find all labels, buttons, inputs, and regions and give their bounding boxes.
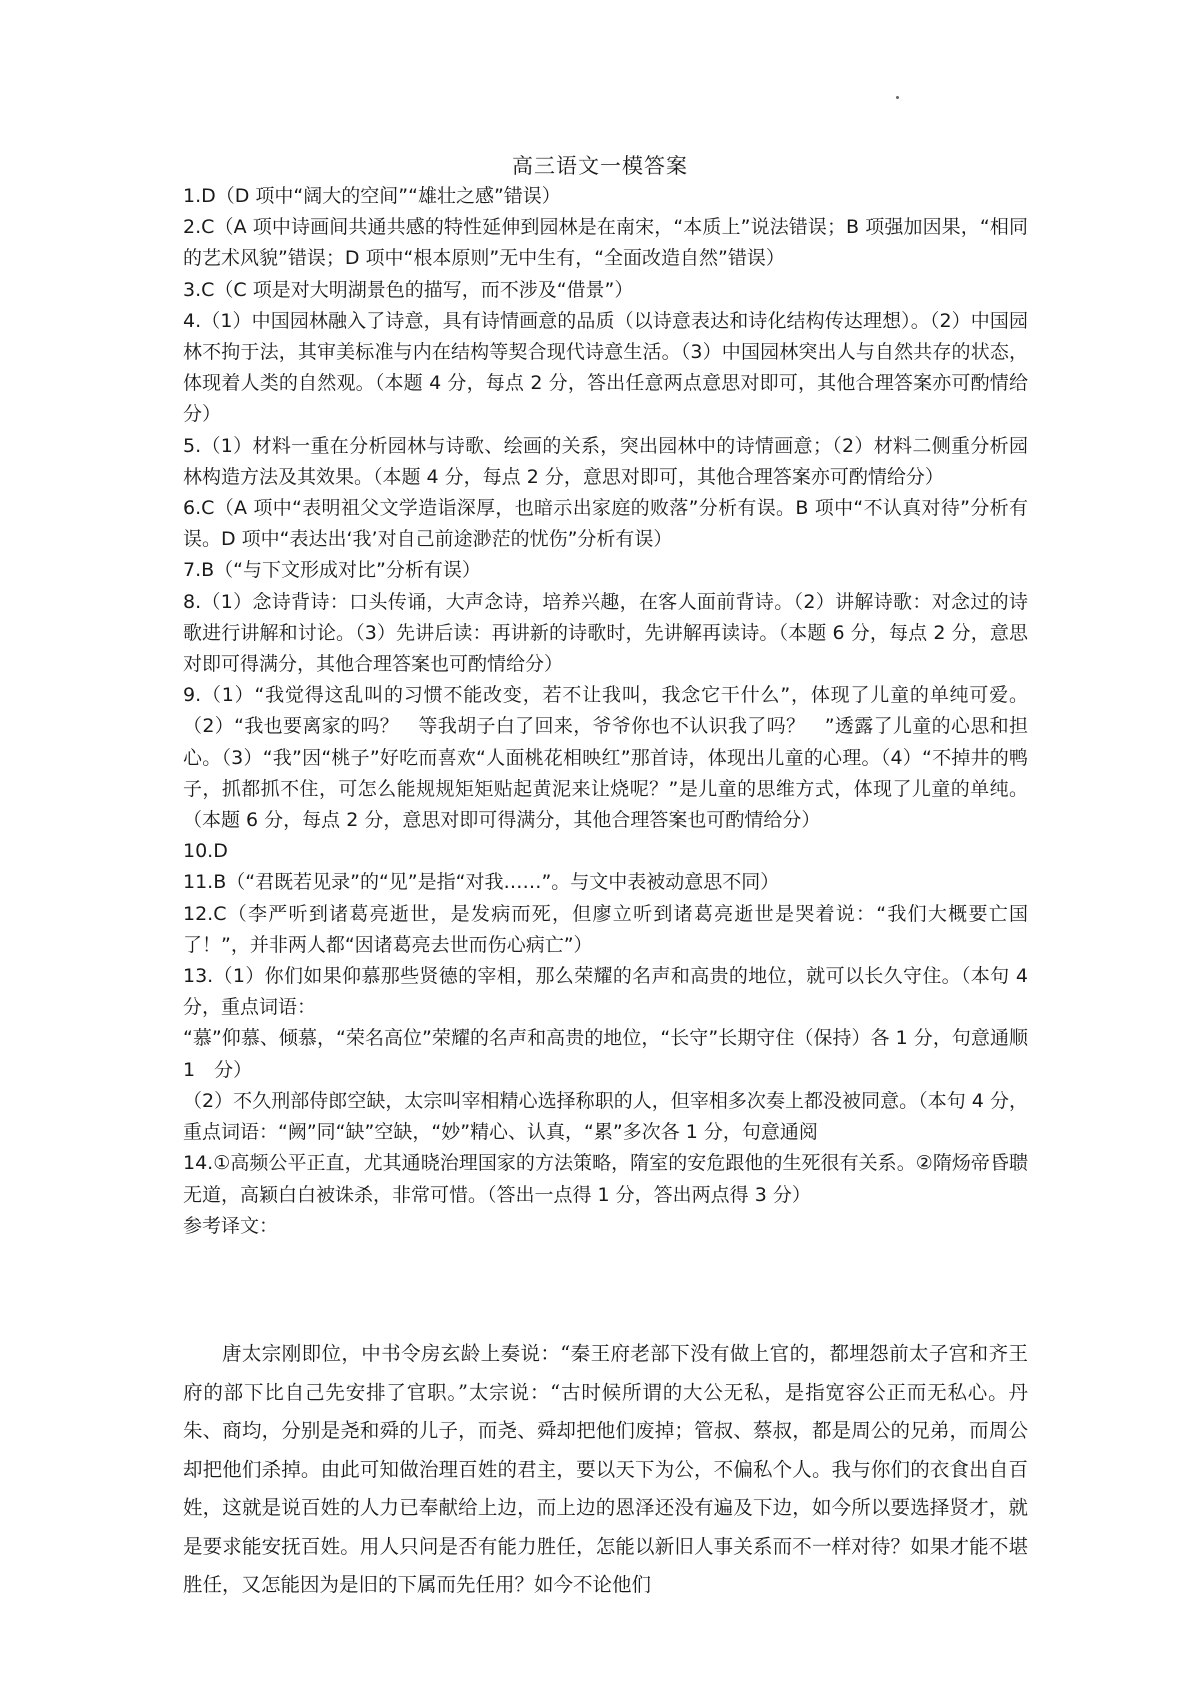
answer-14: 14.①高频公平正直，尤其通晓治理国家的方法策略，隋室的安危跟他的生死很有关系。②隋炀帝昏聩无道，高颖白白被诛杀，非常可惜。（答出一点得 1 分，答出两点得 3 分） (183, 1152, 1028, 1206)
answer-12: 12.C（李严听到诸葛亮逝世，是发病而死，但廖立听到诸葛亮逝世是哭着说：“我们大概要亡国了！”，并非两人都“因诸葛亮去世而伤心病亡”） (183, 902, 1028, 956)
answer-8: 8.（1）念诗背诗：口头传诵，大声念诗，培养兴趣，在客人面前背诗。（2）讲解诗歌：对念过的诗歌进行讲解和讨论。（3）先讲后读：再讲新的诗歌时，先讲解再读诗。（本题 6 分，每点 2 分，意思对即可得满分，其他合理答案也可酌情给分） (183, 590, 1028, 676)
answer-10: 10.D (183, 840, 228, 863)
answer-13-part-2: （2）不久刑部侍郎空缺，太宗叫宰相精心选择称职的人，但宰相多次奏上都没被同意。（本句 4 分，重点词语：“阙”同“缺”空缺，“妙”精心、认真，“累”多次各 1 分，句意通阅 (183, 1089, 1028, 1144)
answer-9: 9.（1）“我觉得这乱叫的习惯不能改变，若不让我叫，我念它干什么”，体现了儿童的单纯可爱。（2）“我也要离家的吗？ 等我胡子白了回来，爷爷你也不认识我了吗？ ”透露了儿童的心思和担心。（3）“我”因“桃子”好吃而喜欢“人面桃花相映红”那首诗，体现出儿童的心理。（4）“不掉井的鸭子，抓都抓不住，可怎么能规规矩矩贴起黄泥来让烧呢？”是儿童的思维方式，体现了儿童的单纯。（本题 6 分，每点 2 分，意思对即可得满分，其他合理答案也可酌情给分） (183, 684, 1028, 832)
answer-1: 1.D（D 项中“阔大的空间”“雄壮之感”错误） (183, 185, 561, 207)
page-title: 高三语文一模答案 (512, 154, 688, 178)
translation-text: 唐太宗刚即位，中书令房玄龄上奏说：“秦王府老部下没有做上官的，都埋怨前太子宫和齐王府的部下比自己先安排了官职。”太宗说：“古时候所谓的大公无私，是指宽容公正而无私心。丹朱、商均，分别是尧和舜的儿子，而尧、舜却把他们废掉；管叔、蔡叔，都是周公的兄弟，而周公却把他们杀掉。由此可知做治理百姓的君主，要以天下为公，不偏私个人。我与你们的衣食出自百姓，这就是说百姓的人力已奉献给上边，而上边的恩泽还没有遍及下边，如今所以要选择贤才，就是要求能安抚百姓。用人只问是否有能力胜任，怎能以新旧人事关系而不一样对待？如果才能不堪胜任，又怎能因为是旧的下属而先任用？如今不论他们 (183, 1342, 1028, 1596)
answer-4: 4.（1）中国园林融入了诗意，具有诗情画意的品质（以诗意表达和诗化结构传达理想）。（2）中国园林不拘于法，其审美标准与内在结构等契合现代诗意生活。（3）中国园林突出人与自然共存的状态，体现着人类的自然观。（本题 4 分，每点 2 分，答出任意两点意思对即可，其他合理答案亦可酌情给分） (183, 309, 1028, 426)
answer-13-part-1: 13.（1）你们如果仰慕那些贤德的宰相，那么荣耀的名声和高贵的地位，就可以长久守住。（本句 4 分，重点词语： (183, 965, 1028, 1019)
translation-block (183, 1335, 1028, 1605)
answer-5: 5.（1）材料一重在分析园林与诗歌、绘画的关系，突出园林中的诗情画意；（2）材料二侧重分析园林构造方法及其效果。（本题 4 分，每点 2 分，意思对即可，其他合理答案亦可酌情给分） (183, 434, 1028, 488)
translation-heading: 参考译文： (183, 1214, 279, 1237)
answer-6: 6.C（A 项中“表明祖父文学造诣深厚，也暗示出家庭的败落”分析有误。B 项中“不认真对待”分析有误。D 项中“表达出‘我’对自己前途渺茫的忧伤”分析有误） (183, 497, 1028, 551)
answer-7: 7.B（“与下文形成对比”分析有误） (183, 559, 481, 582)
answer-list (183, 181, 1048, 1242)
answer-13-keywords: “慕”仰慕、倾慕，“荣名高位”荣耀的名声和高贵的地位，“长守”长期守住（保持）各 1 分，句意通顺 1 分） (183, 1027, 1048, 1081)
answer-11: 11.B（“君既若见录”的“见”是指“对我……”。与文中表被动意思不同） (183, 871, 780, 894)
scan-mark (896, 96, 899, 99)
answer-3: 3.C（C 项是对大明湖景色的描写，而不涉及“借景”） (183, 278, 634, 301)
answer-2: 2.C（A 项中诗画间共通共感的特性延伸到园林是在南宋，“本质上”说法错误；B 项强加因果，“相同的艺术风貌”错误；D 项中“根本原则”无中生有，“全面改造自然”错误） (183, 216, 1028, 270)
